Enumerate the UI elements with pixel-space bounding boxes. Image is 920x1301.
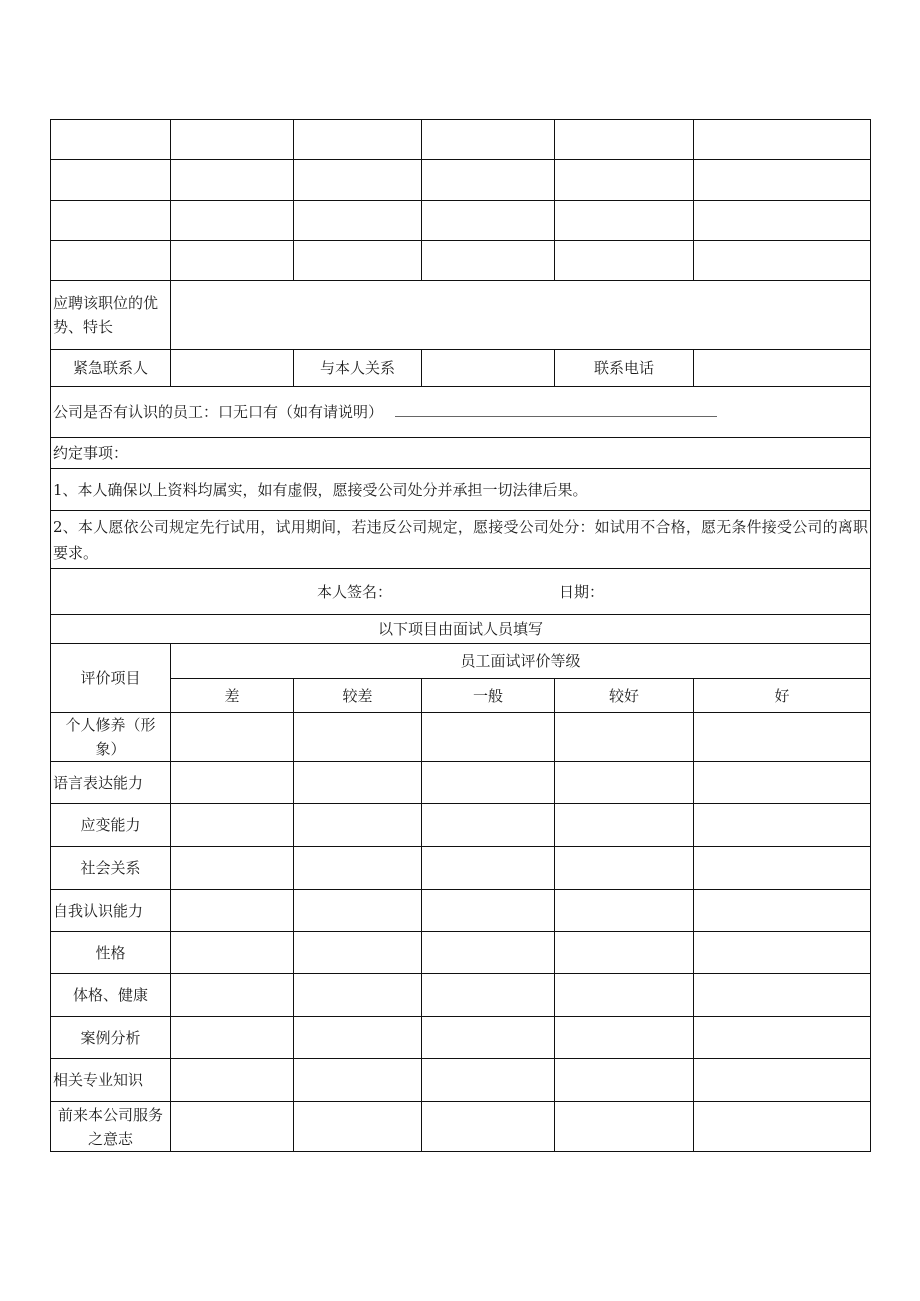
evaluation-item-label: 相关专业知识 [51,1059,171,1102]
blank-cell [422,160,555,201]
evaluation-item-label: 应变能力 [51,804,171,847]
evaluation-grade-header: 员工面试评价等级 [171,644,871,679]
evaluation-header-row [51,644,871,679]
emergency-contact-row [51,350,871,387]
acquaintance-underline [395,402,717,417]
acquaintance-cell [51,387,871,438]
rating-cell [422,847,555,890]
interviewer-note-row [51,615,871,644]
rating-cell [422,974,555,1017]
rating-cell [422,1017,555,1059]
agreement-item-row [51,511,871,569]
rating-cell [294,1102,422,1152]
rating-cell [694,974,871,1017]
grade-label: 差 [171,679,294,713]
emergency-contact-field [171,350,294,387]
evaluation-row [51,713,871,762]
blank-cell [555,201,694,241]
rating-cell [555,1017,694,1059]
blank-cell [294,160,422,201]
rating-cell [694,1102,871,1152]
blank-cell [171,120,294,160]
rating-cell [422,932,555,974]
rating-cell [555,713,694,762]
grade-label: 一般 [422,679,555,713]
application-form-table [50,119,871,1152]
rating-cell [422,713,555,762]
rating-cell [555,1102,694,1152]
evaluation-row [51,974,871,1017]
evaluation-row [51,1017,871,1059]
blank-cell [294,201,422,241]
rating-cell [555,804,694,847]
grade-label: 较差 [294,679,422,713]
strengths-field [171,281,871,350]
rating-cell [422,762,555,804]
rating-cell [294,890,422,932]
rating-cell [171,762,294,804]
evaluation-item-label: 语言表达能力 [51,762,171,804]
blank-row [51,160,871,201]
rating-cell [171,974,294,1017]
evaluation-item-label: 案例分析 [51,1017,171,1059]
rating-cell [694,932,871,974]
blank-cell [171,241,294,281]
agreement-title: 约定事项： [51,438,871,469]
signature-label: 本人签名： [317,582,393,601]
evaluation-row [51,1059,871,1102]
evaluation-row [51,762,871,804]
rating-cell [694,762,871,804]
rating-cell [555,932,694,974]
phone-field [694,350,871,387]
rating-cell [422,804,555,847]
rating-cell [294,713,422,762]
agreement-title-row [51,438,871,469]
rating-cell [171,932,294,974]
signature-wrap [53,580,868,604]
relation-field [422,350,555,387]
evaluation-row [51,847,871,890]
rating-cell [422,1102,555,1152]
strengths-row [51,281,871,350]
blank-cell [51,201,171,241]
rating-cell [294,974,422,1017]
rating-cell [171,1102,294,1152]
interviewer-note: 以下项目由面试人员填写 [51,615,871,644]
evaluation-item-header: 评价项目 [51,644,171,713]
acquaintance-row [51,387,871,438]
blank-row [51,201,871,241]
rating-cell [171,1059,294,1102]
evaluation-item-label: 性格 [51,932,171,974]
rating-cell [555,890,694,932]
blank-row [51,241,871,281]
rating-cell [171,804,294,847]
signature-row [51,569,871,615]
rating-cell [555,762,694,804]
evaluation-row [51,890,871,932]
relation-label: 与本人关系 [294,350,422,387]
acquaintance-question: 公司是否有认识的员工：口无口有（如有请说明） [53,403,384,421]
rating-cell [294,804,422,847]
evaluation-row [51,1102,871,1152]
blank-cell [694,120,871,160]
blank-cell [422,120,555,160]
blank-cell [51,241,171,281]
blank-cell [294,120,422,160]
rating-cell [694,713,871,762]
rating-cell [555,974,694,1017]
blank-cell [294,241,422,281]
evaluation-item-label: 自我认识能力 [51,890,171,932]
rating-cell [555,1059,694,1102]
rating-cell [294,1059,422,1102]
grade-label: 较好 [555,679,694,713]
agreement-item-1: 1、本人确保以上资料均属实，如有虚假，愿接受公司处分并承担一切法律后果。 [51,469,871,511]
blank-row [51,120,871,160]
rating-cell [555,847,694,890]
blank-cell [171,160,294,201]
rating-cell [694,804,871,847]
date-label: 日期： [559,582,605,601]
blank-cell [694,241,871,281]
phone-label: 联系电话 [555,350,694,387]
rating-cell [171,890,294,932]
strengths-label: 应聘该职位的优势、特长 [51,281,171,350]
rating-cell [171,847,294,890]
grade-label: 好 [694,679,871,713]
rating-cell [294,1017,422,1059]
agreement-item-row [51,469,871,511]
blank-cell [555,241,694,281]
rating-cell [171,713,294,762]
blank-cell [51,120,171,160]
evaluation-item-label: 前来本公司服务之意志 [51,1102,171,1152]
evaluation-item-label: 社会关系 [51,847,171,890]
evaluation-item-label: 个人修养（形象） [51,713,171,762]
blank-cell [171,201,294,241]
evaluation-item-label: 体格、健康 [51,974,171,1017]
rating-cell [294,847,422,890]
blank-cell [694,201,871,241]
blank-cell [555,120,694,160]
blank-cell [555,160,694,201]
evaluation-grades-row [51,679,871,713]
blank-cell [51,160,171,201]
agreement-item-2: 2、本人愿依公司规定先行试用，试用期间，若违反公司规定，愿接受公司处分：如试用不合格，愿无条件接受公司的离职要求。 [51,511,871,569]
rating-cell [294,932,422,974]
blank-cell [422,201,555,241]
signature-cell [51,569,871,615]
evaluation-row [51,932,871,974]
evaluation-row [51,804,871,847]
rating-cell [694,890,871,932]
rating-cell [694,1017,871,1059]
blank-cell [694,160,871,201]
rating-cell [422,1059,555,1102]
blank-cell [422,241,555,281]
rating-cell [694,1059,871,1102]
rating-cell [171,1017,294,1059]
rating-cell [422,890,555,932]
emergency-contact-label: 紧急联系人 [51,350,171,387]
rating-cell [294,762,422,804]
rating-cell [694,847,871,890]
